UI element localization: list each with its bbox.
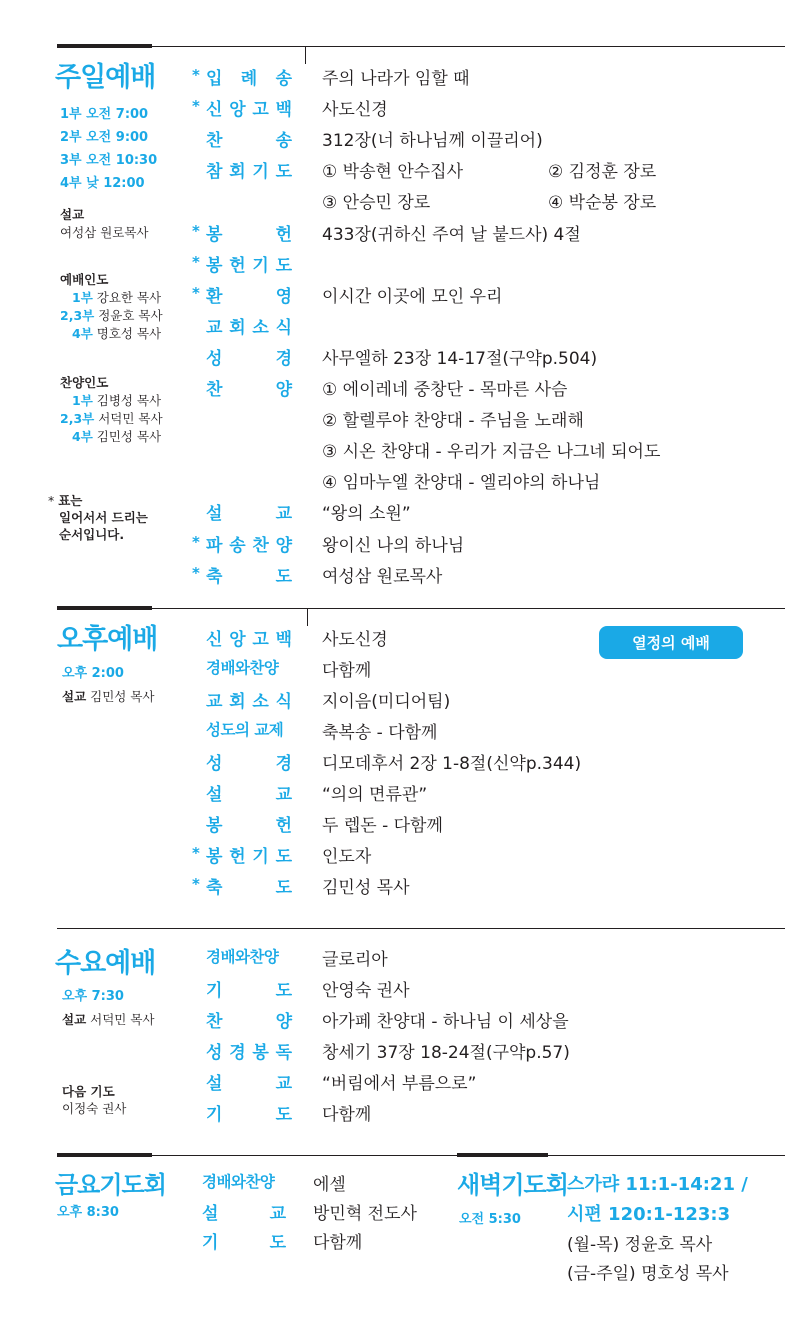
order-row	[0, 406, 803, 436]
order-row	[0, 313, 803, 343]
standing-mark: *	[192, 252, 200, 271]
order-label: 찬 양	[206, 1012, 292, 1032]
order-value: “버림에서 부름으로”	[322, 1074, 477, 1094]
lead-name: 김민성 목사	[96, 429, 162, 444]
order-value: 지이음(미디어팀)	[322, 692, 451, 712]
order-value: 이시간 이곳에 모인 우리	[322, 286, 503, 307]
order-row	[0, 344, 803, 374]
dawn-leader: (금-주일) 명호성 목사	[567, 1264, 729, 1284]
lead-name: 정윤호 목사	[98, 308, 163, 323]
standing-mark: *	[192, 875, 200, 893]
service-time: 오전 5:30	[459, 1212, 521, 1227]
order-label: 설 교	[206, 1074, 292, 1094]
order-row	[0, 945, 803, 975]
lead-name: 강요한 목사	[96, 290, 162, 305]
order-value: “의의 면류관”	[322, 785, 428, 805]
standing-mark: *	[192, 532, 200, 551]
order-value: 사무엘하 23장 14-17절(구약p.504)	[322, 348, 598, 369]
part-label: 2,3부	[60, 411, 95, 426]
order-value: 창세기 37장 18-24절(구약p.57)	[322, 1043, 570, 1063]
order-label: 기 도	[206, 981, 292, 1001]
afternoon-service-title: 오후예배	[57, 624, 158, 655]
order-value: ① 에이레네 중창단 - 목마른 사슴	[322, 380, 568, 400]
order-label: 봉 헌	[206, 816, 292, 836]
order-row	[0, 64, 803, 94]
star-mark: *	[48, 493, 55, 508]
order-label: 신 앙 고 백	[206, 100, 292, 121]
order-value: ③ 시온 찬양대 - 우리가 지금은 나그네 되어도	[322, 442, 661, 463]
sunday-service-title: 주일예배	[55, 62, 156, 93]
order-label: 기 도	[206, 1105, 292, 1125]
order-value: 방민혁 전도사	[313, 1204, 417, 1224]
order-value: 312장(너 하나님께 이끌리어)	[322, 131, 543, 152]
order-row	[0, 687, 803, 717]
order-value: ④ 박순봉 장로	[548, 193, 657, 214]
order-row	[0, 251, 803, 281]
order-label: 축 도	[206, 566, 292, 587]
lead-name: 김병성 목사	[96, 393, 162, 408]
standing-mark: *	[192, 97, 200, 116]
order-value: 안영숙 권사	[322, 981, 410, 1001]
service-time: 4부 낮 12:00	[60, 176, 145, 191]
order-row	[0, 976, 803, 1006]
service-time: 3부 오전 10:30	[60, 153, 158, 168]
order-label: 성 경 봉 독	[206, 1043, 292, 1063]
order-label: 교 회 소 식	[206, 692, 292, 712]
sermon-label: 설교	[60, 207, 85, 222]
order-value: 사도신경	[322, 630, 388, 650]
sermon-name: 서덕민 목사	[90, 1012, 155, 1027]
divider-tick	[307, 608, 308, 626]
part-label: 1부	[72, 290, 93, 305]
section-divider	[57, 608, 785, 609]
order-value: ③ 안승민 장로	[322, 193, 431, 214]
order-row	[0, 873, 803, 903]
order-value: ② 할렐루야 찬양대 - 주님을 노래해	[322, 411, 584, 432]
order-value: 다함께	[313, 1233, 363, 1253]
section-accent-bar	[457, 1153, 548, 1157]
order-value: 왕이신 나의 하나님	[322, 535, 465, 556]
order-label: 봉 헌 기 도	[206, 255, 292, 276]
order-row	[0, 499, 803, 529]
order-row	[0, 157, 803, 187]
next-prayer-name: 이정숙 권사	[62, 1101, 127, 1116]
standing-mark: *	[192, 221, 200, 240]
service-time: 오후 7:30	[62, 989, 124, 1004]
dawn-scripture: 스가랴 11:1-14:21 /	[567, 1174, 748, 1195]
order-label: 성 경	[206, 754, 292, 774]
order-value: ② 김정훈 장로	[548, 162, 657, 183]
order-row	[0, 437, 803, 467]
order-value: ① 박송현 안수집사	[322, 162, 464, 183]
order-row	[0, 749, 803, 779]
service-time: 오후 8:30	[57, 1205, 119, 1220]
order-label: 봉 헌 기 도	[206, 847, 292, 867]
order-row	[0, 718, 803, 748]
order-label: 환 영	[206, 286, 292, 307]
order-label: 축 도	[206, 878, 292, 898]
service-time: 2부 오전 9:00	[60, 130, 149, 145]
friday-prayer-title: 금요기도회	[55, 1171, 166, 1199]
order-value: 사도신경	[322, 100, 388, 121]
sermon-label: 설교	[62, 1012, 87, 1027]
section-divider	[57, 46, 785, 47]
order-label: 성도의 교제	[206, 721, 284, 739]
order-label: 경배와찬양	[206, 948, 279, 966]
lead-name: 서덕민 목사	[98, 411, 163, 426]
order-label: 설 교	[206, 785, 292, 805]
order-value: 디모데후서 2장 1-8절(신약p.344)	[322, 754, 582, 774]
sermon-name: 여성삼 원로목사	[60, 225, 149, 240]
order-row	[0, 656, 803, 686]
order-row	[0, 188, 803, 218]
order-label: 경배와찬양	[206, 659, 279, 677]
sermon-name: 김민성 목사	[90, 689, 155, 704]
part-label: 1부	[72, 393, 93, 408]
order-row	[0, 842, 803, 872]
order-value: 김민성 목사	[322, 878, 410, 898]
praise-lead-label: 찬양인도	[60, 375, 109, 390]
order-label: 봉 헌	[206, 224, 292, 245]
order-value: 축복송 - 다함께	[322, 723, 438, 743]
next-prayer-label: 다음 기도	[62, 1084, 115, 1099]
order-label: 설 교	[202, 1204, 286, 1224]
standing-mark: *	[192, 844, 200, 862]
order-label: 찬 송	[206, 131, 292, 152]
divider-tick	[305, 46, 306, 64]
order-label: 신 앙 고 백	[206, 630, 292, 650]
order-label: 설 교	[206, 504, 292, 525]
part-label: 4부	[72, 429, 93, 444]
section-divider	[57, 1155, 785, 1156]
order-value: 글로리아	[322, 950, 388, 970]
order-row	[0, 811, 803, 841]
order-label: 입 례 송	[206, 69, 292, 89]
order-row	[0, 1007, 803, 1037]
order-row	[0, 531, 803, 561]
worship-lead-label: 예배인도	[60, 272, 109, 287]
passion-worship-badge: 열정의 예배	[599, 626, 743, 659]
order-label: 성 경	[206, 348, 292, 369]
order-value: 두 렙돈 - 다함께	[322, 816, 443, 836]
order-row	[0, 562, 803, 592]
order-label: 경배와찬양	[202, 1173, 275, 1191]
order-value: 주의 나라가 임할 때	[322, 69, 470, 89]
order-row	[0, 95, 803, 125]
dawn-prayer-title: 새벽기도회	[457, 1171, 568, 1199]
standing-mark: *	[192, 283, 200, 302]
order-label: 교 회 소 식	[206, 317, 292, 338]
service-time: 1부 오전 7:00	[60, 107, 149, 122]
dawn-leader: (월-목) 정윤호 목사	[567, 1235, 713, 1255]
sermon-label: 설교	[62, 689, 87, 704]
note-text: 표는	[58, 493, 83, 508]
order-row	[0, 468, 803, 498]
section-divider	[57, 928, 785, 929]
order-row	[0, 126, 803, 156]
service-time: 오후 2:00	[62, 666, 124, 681]
order-value: 433장(귀하신 주여 날 붙드사) 4절	[322, 224, 581, 245]
order-value: 여성삼 원로목사	[322, 566, 443, 587]
order-value: 에셀	[313, 1175, 346, 1195]
order-value: 다함께	[322, 661, 372, 681]
standing-mark: *	[192, 66, 200, 84]
order-row	[0, 1069, 803, 1099]
order-label: 기 도	[202, 1233, 286, 1253]
part-label: 2,3부	[60, 308, 95, 323]
order-label: 찬 양	[206, 380, 292, 400]
wednesday-service-title: 수요예배	[55, 948, 156, 979]
order-value: 다함께	[322, 1105, 372, 1125]
order-row	[0, 220, 803, 250]
order-value: “왕의 소원”	[322, 504, 411, 525]
order-row	[0, 1038, 803, 1068]
part-label: 4부	[72, 326, 93, 341]
order-label: 참 회 기 도	[206, 162, 292, 183]
order-value: 인도자	[322, 847, 372, 867]
standing-mark: *	[192, 563, 200, 582]
note-text: 순서입니다.	[59, 527, 125, 542]
order-row	[0, 625, 803, 655]
lead-name: 명호성 목사	[96, 326, 162, 341]
dawn-scripture: 시편 120:1-123:3	[567, 1204, 731, 1225]
note-text: 일어서서 드리는	[59, 510, 148, 525]
order-row	[0, 282, 803, 312]
order-row	[0, 375, 803, 405]
order-value: ④ 임마누엘 찬양대 - 엘리야의 하나님	[322, 473, 601, 494]
order-row	[0, 1100, 803, 1130]
order-value: 아가페 찬양대 - 하나님 이 세상을	[322, 1012, 569, 1032]
order-label: 파 송 찬 양	[206, 535, 292, 556]
order-row	[0, 780, 803, 810]
